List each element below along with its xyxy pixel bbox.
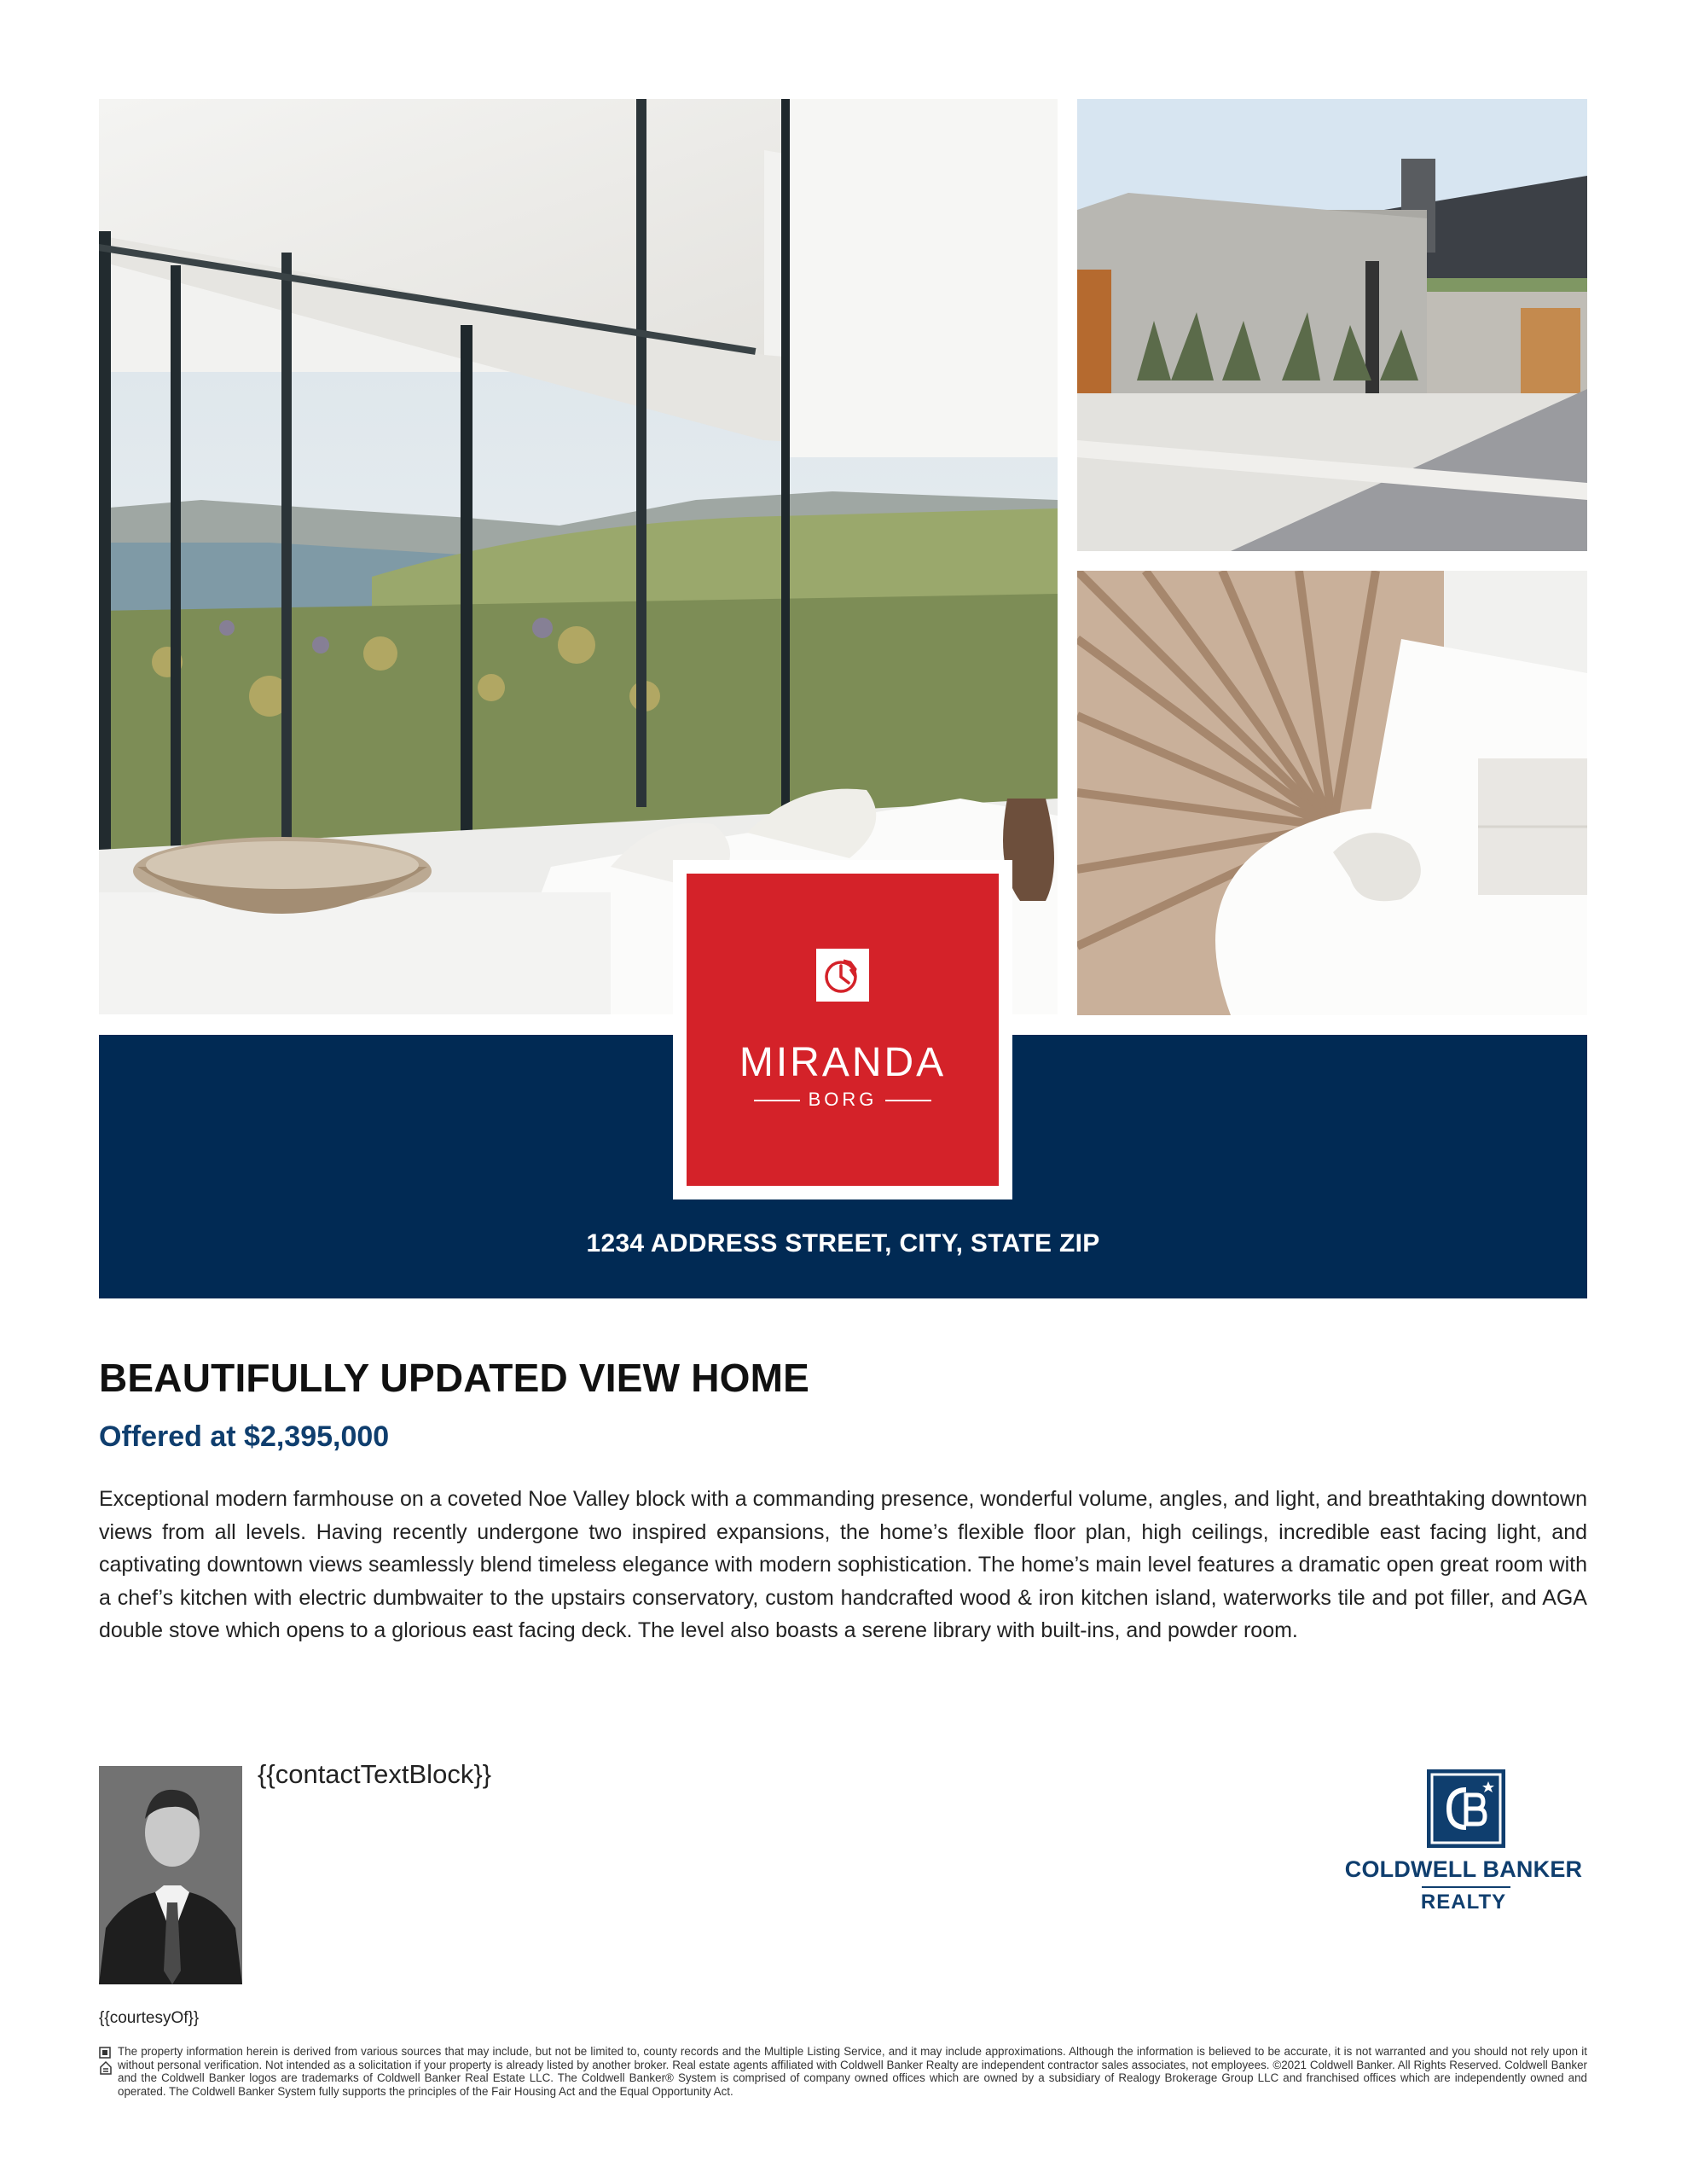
equal-housing-icon xyxy=(99,2047,114,2077)
courtesy-of: {{courtesyOf}} xyxy=(99,2009,200,2027)
legal-disclaimer: The property information herein is derived from various sources that may include, but not be limited to, county records and the Multiple Listing Service, and it may include approximations. Although the information is believed to be accurate, it is not warranted and you should not rely upon it without personal verification. Not intended as a solicitation if your property is already listed by another broker. Real estate agents affiliated with Coldwell Banker Realty are independent contractor sales associates, not employees. ©2021 Coldwell Banker. All Rights Reserved. Coldwell Banker and the Coldwell Banker logos are trademarks of Coldwell Banker Real Estate LLC. The Coldwell Banker® System is comprised of company owned offices which are owned by a subsidiary of Realogy Brokerage Group LLC and franchised offices which are independently owned and operated. The Coldwell Banker System fully supports the principles of the Fair Housing Act and the Equal Opportunity Act. xyxy=(118,2045,1587,2098)
staircase-photo xyxy=(1077,571,1587,1015)
brand-logo-frame xyxy=(673,860,1012,1199)
agent-photo xyxy=(99,1766,242,1984)
coldwell-banker-icon xyxy=(1427,1769,1505,1848)
coldwell-banker-rule xyxy=(1422,1886,1510,1888)
exterior-photo xyxy=(1077,99,1587,551)
brand-sub-row xyxy=(687,1089,999,1111)
clock-horse-icon xyxy=(816,949,869,1002)
coldwell-banker-logo xyxy=(1336,1769,1591,1923)
coldwell-banker-realty: REALTY xyxy=(1420,1891,1507,1914)
listing-headline: BEAUTIFULLY UPDATED VIEW HOME xyxy=(99,1356,809,1400)
brand-logo xyxy=(687,874,999,1186)
property-address: 1234 ADDRESS STREET, CITY, STATE ZIP xyxy=(586,1229,1100,1258)
brand-rule-right xyxy=(885,1100,931,1101)
contact-text-block: {{contactTextBlock}} xyxy=(258,1759,492,1789)
brand-name: MIRANDA xyxy=(739,1040,947,1085)
listing-description: Exceptional modern farmhouse on a coveted Noe Valley block with a commanding presence, wonderful volume, angles, and light, and breathtaking downtown views from all levels. Having recently undergone two inspired expansions, the home’s flexible floor plan, high ceilings, incredible east facing light, and captivating downtown views seamlessly blend timeless elegance with modern sophistication. The home’s main level features a dramatic open great room with a chef’s kitchen with electric dumbwaiter to the upstairs conservatory, custom handcrafted wood & iron kitchen island, waterworks tile and pot filler, and AGA double stove which opens to a glorious east facing deck. The level also boasts a serene library with built-ins, and powder room. xyxy=(99,1487,1588,1642)
brand-rule-left xyxy=(754,1100,800,1101)
listing-price: Offered at $2,395,000 xyxy=(99,1420,390,1453)
coldwell-banker-name: COLDWELL BANKER xyxy=(1344,1856,1583,1882)
brand-sub: BORG xyxy=(808,1089,878,1110)
